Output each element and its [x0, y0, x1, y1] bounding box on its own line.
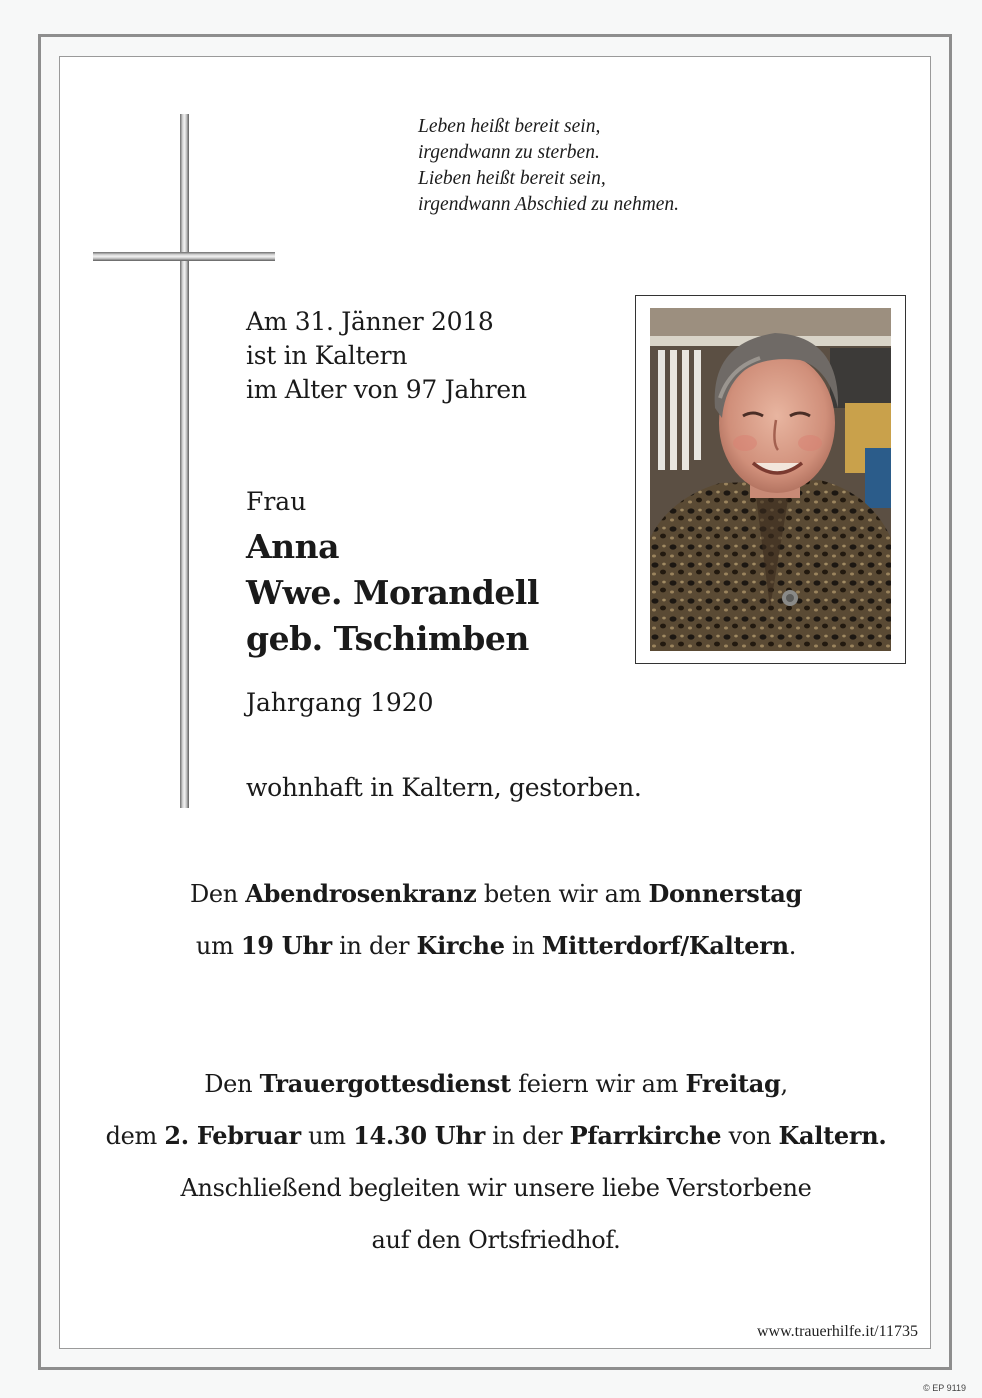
text-segment: in — [504, 932, 542, 960]
cross-icon — [180, 114, 189, 808]
text-segment: um — [195, 932, 241, 960]
text-segment: beten wir am — [476, 880, 649, 908]
birth-year: Jahrgang 1920 — [246, 688, 434, 717]
rosary-line-1 — [60, 868, 932, 920]
text-segment: um — [300, 1122, 354, 1150]
salutation: Frau — [246, 487, 307, 516]
name-line: geb. Tschimben — [246, 619, 529, 658]
death-announcement — [246, 305, 527, 407]
event-venue: Kirche — [416, 931, 505, 960]
text-segment: von — [721, 1122, 779, 1150]
text-segment: Den — [204, 1070, 260, 1098]
funeral-info — [60, 1058, 932, 1266]
funeral-line-2 — [60, 1110, 932, 1162]
rosary-line-2 — [60, 920, 932, 972]
poem-line: irgendwann Abschied zu nehmen. — [418, 194, 680, 215]
text-segment: Den — [189, 880, 246, 908]
intro-line: ist in Kaltern — [246, 341, 408, 370]
text-segment: dem — [105, 1122, 165, 1150]
event-name: Abendrosenkranz — [245, 879, 477, 908]
event-place: Mitterdorf/Kaltern — [541, 931, 789, 960]
event-name: Trauergottesdienst — [259, 1069, 511, 1098]
poem-line: Lieben heißt bereit sein, — [418, 168, 606, 189]
rosary-info — [60, 868, 932, 972]
event-time: 14.30 Uhr — [353, 1121, 485, 1150]
deceased-name — [246, 524, 539, 662]
poem-line: Leben heißt bereit sein, — [418, 116, 601, 137]
text-segment: feiern wir am — [510, 1070, 686, 1098]
intro-line: Am 31. Jänner 2018 — [246, 307, 494, 336]
event-date: 2. Februar — [164, 1121, 301, 1150]
event-day: Freitag — [685, 1069, 781, 1098]
funeral-line-3: Anschließend begleiten wir unsere liebe Verstorbene — [180, 1174, 812, 1202]
website-link[interactable]: www.trauerhilfe.it/11735 — [757, 1323, 918, 1340]
memorial-poem — [418, 114, 679, 218]
text-segment: in der — [331, 932, 417, 960]
print-code: © EP 9119 — [923, 1383, 966, 1393]
poem-line: irgendwann zu sterben. — [418, 142, 600, 163]
residence-line: wohnhaft in Kaltern, gestorben. — [246, 773, 642, 802]
name-line: Wwe. Morandell — [246, 573, 539, 612]
cross-icon-bar — [93, 252, 275, 261]
event-place: Kaltern. — [778, 1121, 887, 1150]
funeral-line-4: auf den Ortsfriedhof. — [371, 1226, 621, 1254]
event-venue: Pfarrkirche — [569, 1121, 722, 1150]
text-segment: . — [788, 932, 797, 960]
text-segment: in der — [484, 1122, 570, 1150]
portrait-photo — [650, 308, 891, 651]
event-day: Donnerstag — [648, 879, 803, 908]
name-line: Anna — [246, 527, 339, 566]
text-segment: , — [780, 1070, 788, 1098]
intro-line: im Alter von 97 Jahren — [246, 375, 527, 404]
funeral-line-1 — [60, 1058, 932, 1110]
event-time: 19 Uhr — [240, 931, 332, 960]
